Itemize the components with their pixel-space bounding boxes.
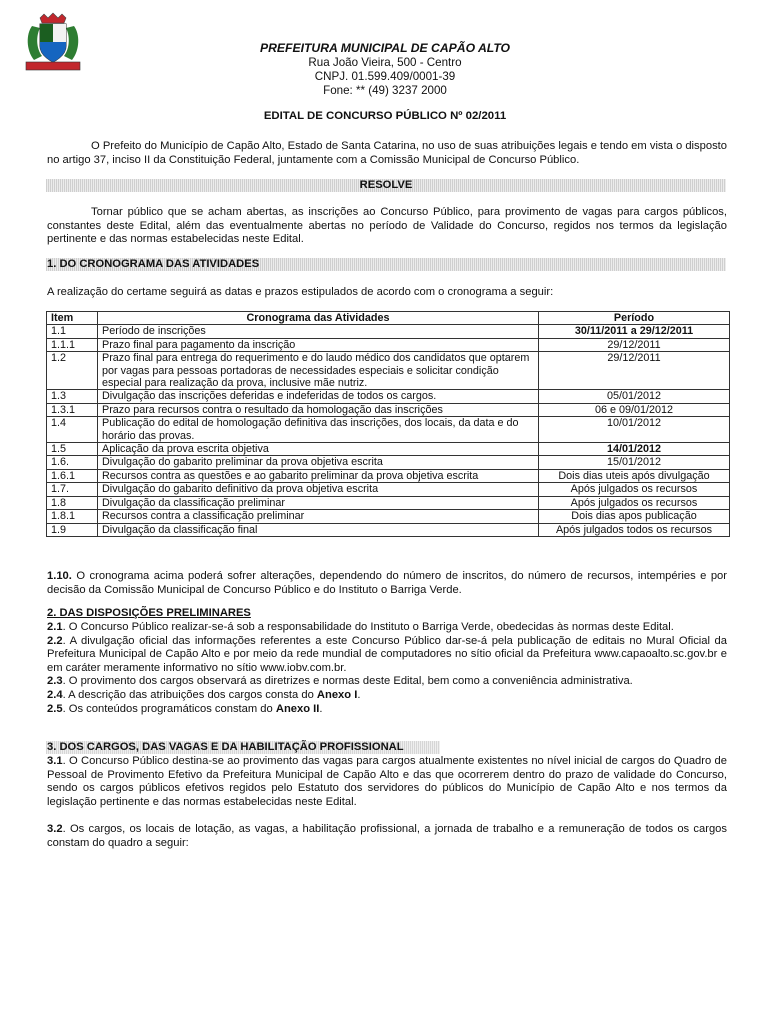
section1-bar [46,258,726,271]
row-period: Após julgados os recursos [539,483,730,496]
note-text: O cronograma acima poderá sofrer alterações, dependendo do número de inscritos, do número de recursos, intempéries e por decisão da Comissão Municipal de Concurso Público e do Instituto o Barriga Verde. [47,570,727,596]
schedule-row [47,352,730,390]
item-2-2 [47,635,727,676]
row-item: 1.3.1 [47,403,98,416]
schedule-row [47,338,730,351]
header-period: Período [539,312,730,325]
schedule-row [47,523,730,536]
item-text: . O Concurso Público destina-se ao provimento das vagas para cargos atualmente existentes no nível inicial de cargos do Quadro de Pessoal de Provimento Efetivo da Prefeitura Municipal de Capão Alto e das que ocorrerem dentro do prazo de validade do Concurso, sendo os cargos públicos efetivos regidos pelo Estatuto dos servidores do públicos do Município de Capão Alto e nos termos da legislação pertinente e das normas estabelecidas neste Edital. [47,755,727,808]
section1-lead: A realização do certame seguirá as datas e prazos estipulados de acordo com o cronograma a seguir: [47,286,554,298]
row-item: 1.7. [47,483,98,496]
schedule-row [47,456,730,469]
resolve-label: RESOLVE [359,179,413,191]
schedule-row [47,496,730,509]
row-period: Dois dias uteis após divulgação [539,469,730,482]
row-activity: Aplicação da prova escrita objetiva [98,443,539,456]
section2-body [47,621,727,716]
row-item: 1.8.1 [47,510,98,523]
section3-title: 3. DOS CARGOS, DAS VAGAS E DA HABILITAÇÃO PROFISSIONAL [47,741,404,753]
row-item: 1.9 [47,523,98,536]
row-period: 29/12/2011 [539,352,730,390]
row-period: 14/01/2012 [539,443,730,456]
item-tail: . [319,702,323,715]
item-number: 2.1 [47,621,63,633]
row-item: 1.5 [47,443,98,456]
schedule-table-body [47,325,730,537]
item-text: . O Concurso Público realizar-se-á sob a responsabilidade do Instituto o Barriga Verde, obedecidas às normas deste Edital. [62,621,674,633]
row-period: Dois dias apos publicação [539,510,730,523]
section2-title: 2. DAS DISPOSIÇÕES PRELIMINARES [47,607,251,619]
schedule-header-row [47,312,730,325]
schedule-row [47,417,730,443]
row-period: 30/11/2011 a 29/12/2011 [539,325,730,338]
item-text: . O provimento dos cargos observará as diretrizes e normas deste Edital, bem como a conveniência administrativa. [62,675,633,688]
intro-paragraph: O Prefeito do Município de Capão Alto, Estado de Santa Catarina, no uso de suas atribuições legais e tendo em vista o disposto no artigo 37, inciso II da Constituição Federal, juntamente com a Comissão Municipal de Concurso Público. [47,140,727,166]
item-number: 2.2 [47,634,63,647]
row-period: Após julgados todos os recursos [539,523,730,536]
item-tail: . [357,688,361,701]
row-activity: Recursos contra as questões e ao gabarito preliminar da prova objetiva escrita [98,469,539,482]
row-activity: Divulgação do gabarito definitivo da prova objetiva escrita [98,483,539,496]
schedule-row [47,390,730,403]
municipality-title: PREFEITURA MUNICIPAL DE CAPÃO ALTO [259,41,511,55]
item-2-1 [47,621,727,635]
section3-body [47,755,727,851]
row-item: 1.1 [47,325,98,338]
row-activity: Divulgação da classificação preliminar [98,496,539,509]
row-item: 1.6. [47,456,98,469]
item-text: . Os conteúdos programáticos constam do [62,702,276,715]
item-text: . Os cargos, os locais de lotação, as vagas, a habilitação profissional, a jornada de trabalho e a remuneração de todos os cargos constam do quadro a seguir: [47,823,727,849]
row-item: 1.8 [47,496,98,509]
item-2-4 [47,689,727,703]
section3-bar [46,741,440,754]
item-number: 2.3 [47,675,63,688]
row-item: 1.1.1 [47,338,98,351]
item-number: 2.4 [47,688,63,701]
header-item: Item [47,312,98,325]
row-period: 05/01/2012 [539,390,730,403]
schedule-row [47,325,730,338]
row-activity: Divulgação das inscrições deferidas e indeferidas de todos os cargos. [98,390,539,403]
schedule-row [47,443,730,456]
schedule-row [47,483,730,496]
row-item: 1.6.1 [47,469,98,482]
item-2-5 [47,703,727,717]
row-activity: Período de inscrições [98,325,539,338]
schedule-row [47,403,730,416]
row-activity: Recursos contra a classificação preliminar [98,510,539,523]
row-period: 10/01/2012 [539,417,730,443]
row-period: 29/12/2011 [539,338,730,351]
item-text: . A descrição das atribuições dos cargos consta do [62,688,317,701]
note-number: 1.10. [47,570,72,582]
row-activity: Prazo final para entrega do requerimento e do laudo médico dos candidatos que optarem por vagas para pessoas portadoras de necessidades especiais e solicitar condição especial para realização da prova, inclusive mãe nutriz. [98,352,539,390]
row-item: 1.2 [47,352,98,390]
row-activity: Publicação do edital de homologação definitiva das inscrições, dos locais, da data e do horário das provas. [98,417,539,443]
edital-title: EDITAL DE CONCURSO PÚBLICO Nº 02/2011 [263,110,507,122]
item-number: 3.1 [47,755,63,767]
row-item: 1.3 [47,390,98,403]
row-activity: Prazo para recursos contra o resultado da homologação das inscrições [98,403,539,416]
item-3-1 [47,755,727,809]
schedule-table [46,311,730,537]
row-activity: Divulgação da classificação final [98,523,539,536]
schedule-row [47,469,730,482]
row-activity: Divulgação do gabarito preliminar da prova objetiva escrita [98,456,539,469]
section1-note [47,570,727,597]
section1-title: 1. DO CRONOGRAMA DAS ATIVIDADES [47,258,260,270]
annex-ref: Anexo I [316,688,358,701]
cnpj-line: CNPJ. 01.599.409/0001-39 [314,70,456,83]
item-3-2 [47,823,727,850]
item-number: 2.5 [47,702,63,715]
phone-line: Fone: ** (49) 3237 2000 [323,84,447,97]
resolve-bar [46,179,726,192]
annex-ref: Anexo II [275,702,320,715]
row-period: Após julgados os recursos [539,496,730,509]
item-2-3 [47,675,727,689]
header-activity: Cronograma das Atividades [98,312,539,325]
resolve-paragraph: Tornar público que se acham abertas, as inscrições ao Concurso Público, para provimento de vagas para cargos públicos, constantes deste Edital, além das eventualmente abertas no período de Validade do Concurso, regidos nos termos da legislação pertinente e das normas estabelecidas neste Edital. [47,206,727,246]
row-period: 15/01/2012 [539,456,730,469]
row-item: 1.4 [47,417,98,443]
item-number: 3.2 [47,823,63,836]
item-text: . A divulgação oficial das informações referentes a este Concurso Público dar-se-á pela publicação de editais no Mural Oficial da Prefeitura Municipal de Capão Alto e por meio da rede mundial de computadores no sítio oficial da Prefeitura www.capaoalto.sc.gov.br e em caráter meramente informativo no sítio www.iobv.com.br. [47,634,727,674]
schedule-row [47,510,730,523]
row-activity: Prazo final para pagamento da inscrição [98,338,539,351]
address-line: Rua João Vieira, 500 - Centro [308,56,462,69]
row-period: 06 e 09/01/2012 [539,403,730,416]
